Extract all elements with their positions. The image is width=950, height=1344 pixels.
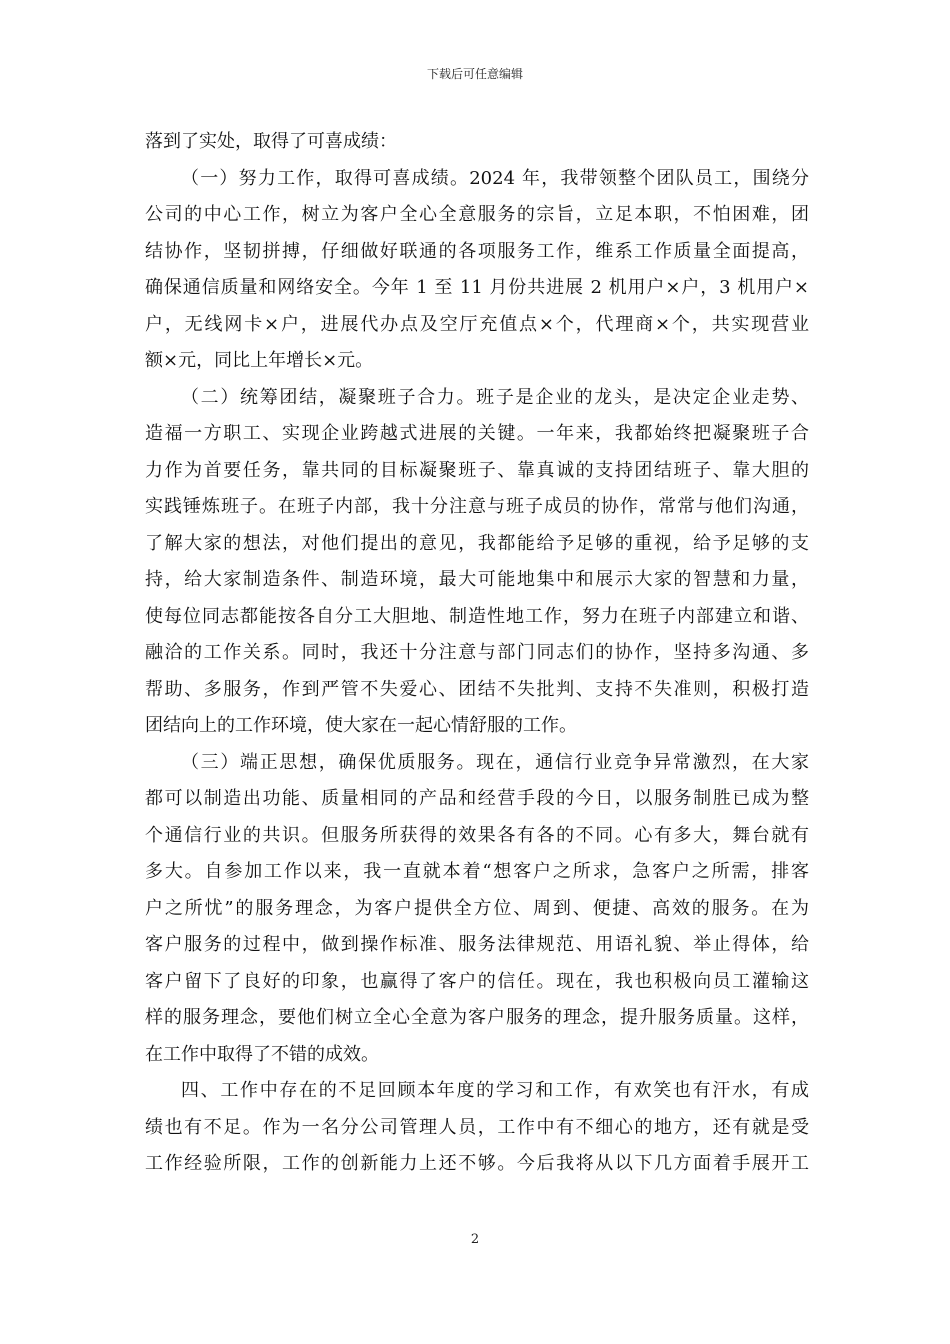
text-line: 多大。自参加工作以来，我一直就本着“想客户之所求，急客户之所需，排客: [145, 861, 809, 882]
text-line: 客户留下了良好的印象，也赢得了客户的信任。现在，我也积极向员工灌输这: [145, 970, 809, 992]
text-line: 样的服务理念，要他们树立全心全意为客户服务的理念，提升服务质量。这样，: [145, 1007, 809, 1028]
text-line: 使每位同志都能按各自分工大胆地、制造性地工作，努力在班子内部建立和谐、: [145, 605, 809, 627]
text-line: 团结向上的工作环境，使大家在一起心情舒服的工作。: [145, 715, 577, 736]
text-line: 结协作，坚韧拼搏，仔细做好联通的各项服务工作，维系工作质量全面提高，: [145, 240, 809, 262]
text-line: 融洽的工作关系。同时，我还十分注意与部门同志们的协作，坚持多沟通、多: [145, 642, 809, 663]
paragraph: [145, 380, 809, 745]
paragraph: [145, 745, 809, 1074]
text-line: 工作经验所限，工作的创新能力上还不够。今后我将从以下几方面着手展开工: [145, 1153, 809, 1174]
text-line: 户之所忧”的服务理念，为客户提供全方位、周到、便捷、高效的服务。在为: [145, 897, 809, 919]
text-line: 实践锤炼班子。在班子内部，我十分注意与班子成员的协作，常常与他们沟通，: [145, 496, 809, 517]
paragraph: [145, 1073, 809, 1183]
text-line: 户，无线网卡×户，进展代办点及空厅充值点×个，代理商×个，共实现营业: [145, 313, 809, 335]
text-line: 公司的中心工作，树立为客户全心全意服务的宗旨，立足本职，不怕困难，团: [145, 204, 809, 225]
text-line: 力作为首要任务，靠共同的目标凝聚班子、靠真诚的支持团结班子、靠大胆的: [145, 459, 809, 481]
text-line: 绩也有不足。作为一名分公司管理人员，工作中有不细心的地方，还有就是受: [145, 1116, 809, 1138]
text-line: 帮助、多服务，作到严管不失爱心、团结不失批判、支持不失准则，积极打造: [145, 678, 809, 700]
page-number: 2: [470, 1232, 480, 1247]
text-line: 造福一方职工、实现企业跨越式进展的关键。一年来，我都始终把凝聚班子合: [145, 423, 809, 444]
paragraph: [145, 124, 809, 161]
text-line: （二）统筹团结，凝聚班子合力。班子是企业的龙头，是决定企业走势、: [181, 386, 809, 408]
text-line: 额×元，同比上年增长×元。: [145, 350, 374, 371]
document-body: [145, 124, 809, 1183]
text-line: （三）端正思想，确保优质服务。现在，通信行业竞争异常激烈，在大家: [181, 751, 809, 773]
text-line: 客户服务的过程中，做到操作标准、服务法律规范、用语礼貌、举止得体，给: [145, 934, 809, 955]
text-line: （一）努力工作，取得可喜成绩。2024 年，我带领整个团队员工，围绕分: [181, 167, 809, 189]
text-line: 都可以制造出功能、质量相同的产品和经营手段的今日，以服务制胜已成为整: [145, 788, 809, 809]
text-line: 了解大家的想法，对他们提出的意见，我都能给予足够的重视，给予足够的支: [145, 532, 809, 554]
text-line: 个通信行业的共识。但服务所获得的效果各有各的不同。心有多大，舞台就有: [145, 824, 809, 846]
text-line: 持，给大家制造条件、制造环境，最大可能地集中和展示大家的智慧和力量，: [145, 569, 809, 590]
paragraph: [145, 161, 809, 380]
text-line: 在工作中取得了不错的成效。: [145, 1043, 379, 1065]
text-line: 落到了实处，取得了可喜成绩：: [145, 131, 397, 152]
page-header: 下载后可任意编辑: [426, 67, 523, 81]
text-line: 确保通信质量和网络安全。今年 1 至 11 月份共进展 2 机用户×户，3 机用户×: [145, 277, 809, 298]
text-line: 四、工作中存在的不足回顾本年度的学习和工作，有欢笑也有汗水，有成: [181, 1080, 809, 1101]
